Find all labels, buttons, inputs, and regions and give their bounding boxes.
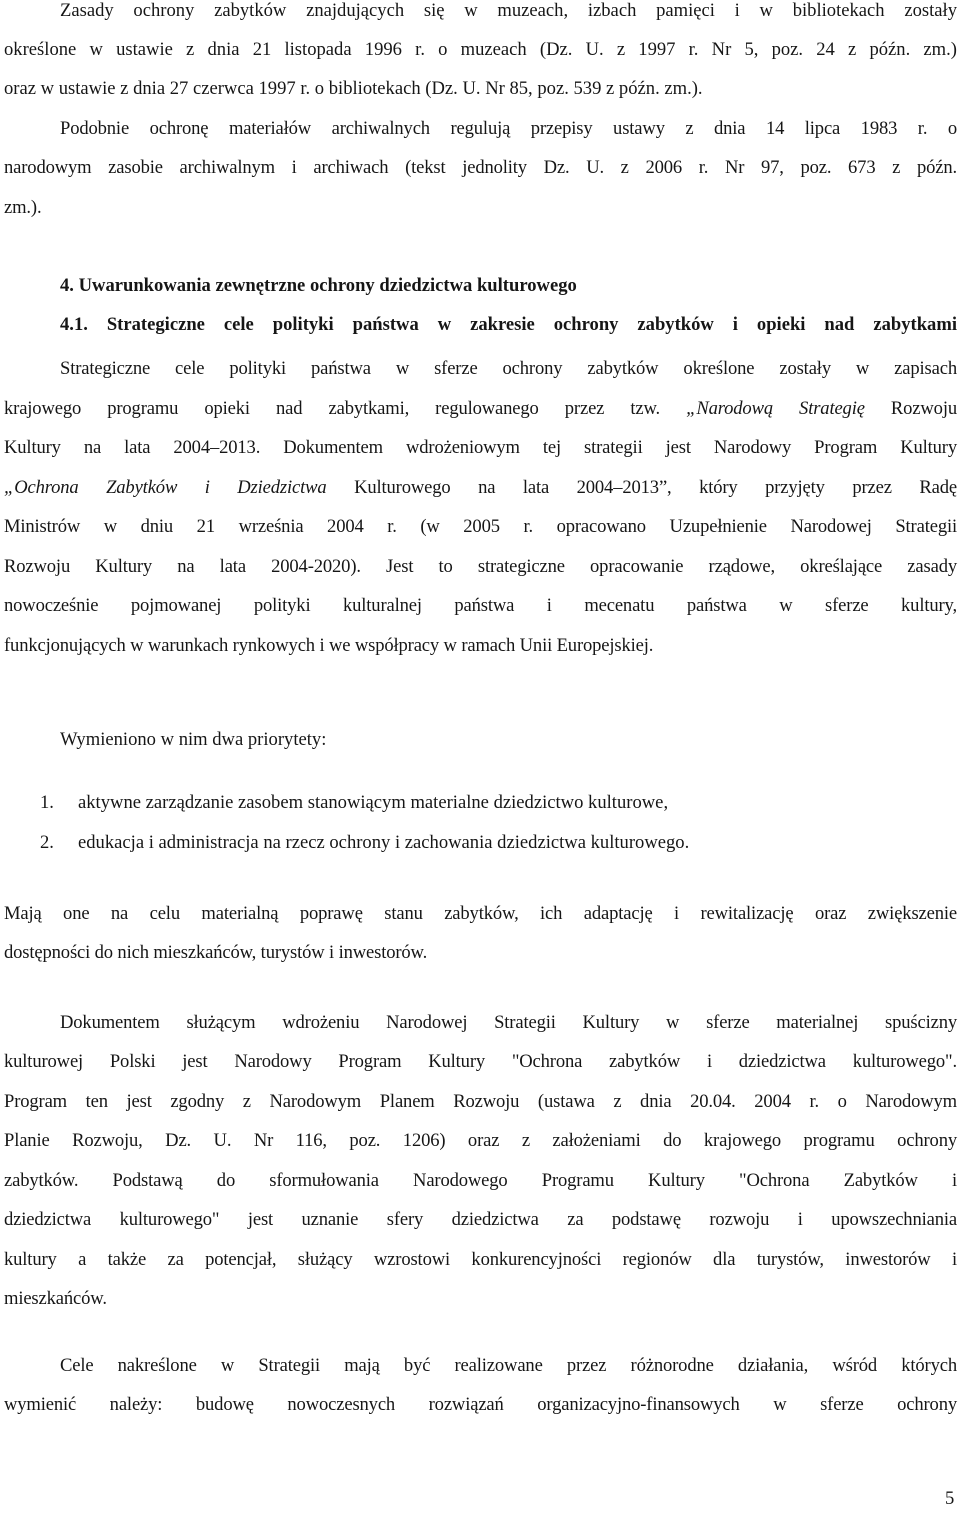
text-line: mieszkańców. xyxy=(4,1288,107,1309)
text-line: Rozwoju Kultury na lata 2004-2020). xyxy=(4,556,387,577)
text-line: Kultury na lata 2004–2013. xyxy=(4,437,284,458)
intro-line xyxy=(4,148,957,187)
text-line: Strategiczne cele polityki państwa w sferze ochrony zabytków określone zostały w zapisach xyxy=(60,358,957,379)
intro-line xyxy=(4,0,957,30)
text-line: Jest to strategiczne opracowanie rządowe, określające zasady xyxy=(386,556,957,577)
text-line: funkcjonujących w warunkach rynkowych i we współpracy w ramach Unii Europejskiej. xyxy=(4,635,654,656)
list-item xyxy=(40,831,689,855)
text-line: Dokumentem wdrożeniowym tej strategii jest Narodowy Program Kultury xyxy=(283,437,957,458)
paragraph-line xyxy=(4,1385,957,1424)
text-line: krajowego programu opieki nad zabytkami, regulowanego przez tzw. xyxy=(4,398,687,419)
paragraph-line xyxy=(4,1003,957,1042)
paragraph-line xyxy=(4,507,957,546)
text-line: Podobnie ochronę materiałów archiwalnych regulują przepisy ustawy z dnia 14 lipca 1983 r. o xyxy=(60,118,957,139)
paragraph-line xyxy=(4,428,957,467)
paragraph-line xyxy=(4,349,957,388)
intro-line xyxy=(4,30,957,69)
text-line: Planie Rozwoju, Dz. U. Nr 116, poz. 1206) oraz z założeniami do krajowego programu ochrony xyxy=(4,1130,957,1151)
text-line: dostępności do nich mieszkańców, turystów i inwestorów. xyxy=(4,942,428,963)
paragraph-line xyxy=(4,1240,957,1279)
paragraph-line xyxy=(4,389,957,428)
text-line: Program ten jest zgodny z Narodowym Planem Rozwoju (ustawa z dnia 20.04. 2004 r. o Narodowym xyxy=(4,1091,957,1112)
text-line: dziedzictwa kulturowego" jest uznanie sfery dziedzictwa za podstawę rozwoju i upowszechniania xyxy=(4,1209,957,1230)
paragraph-line xyxy=(4,1279,957,1318)
paragraph-line xyxy=(4,586,957,625)
list-item xyxy=(40,791,668,815)
italic-text: „Narodową Strategię xyxy=(686,398,865,419)
text-line: kultury a także za potencjał, służący wzrostowi konkurencyjności regionów dla turystów, inwestorów i xyxy=(4,1249,957,1270)
text-line: Zasady ochrony zabytków znajdujących się w muzeach, izbach pamięci i w bibliotekach zostały xyxy=(60,0,957,21)
section-heading: 4. Uwarunkowania zewnętrzne ochrony dziedzictwa kulturowego xyxy=(60,275,577,296)
intro-line xyxy=(4,69,957,108)
intro-line xyxy=(4,188,957,227)
text-line: Mają one na celu materialną poprawę stanu zabytków, ich adaptację i rewitalizację oraz zwiększenie xyxy=(4,903,957,924)
text-line: ”, który przyjęty przez Radę xyxy=(658,477,957,498)
text-line: wymienić należy: budowę nowoczesnych rozwiązań organizacyjno-finansowych w sferze ochrony xyxy=(4,1394,957,1415)
paragraph-line xyxy=(4,1161,957,1200)
list-text: aktywne zarządzanie zasobem stanowiącym materialne dziedzictwo kulturowe, xyxy=(78,792,669,813)
text-line: określone w ustawie z dnia 21 listopada 1996 r. o muzeach (Dz. U. z 1997 r. Nr 5, poz. 24 z późn. zm.) xyxy=(4,39,957,60)
paragraph-line xyxy=(4,1200,957,1239)
paragraph-line xyxy=(4,1121,957,1160)
paragraph-line xyxy=(4,626,957,665)
paragraph-line xyxy=(4,1042,957,1081)
paragraph-line xyxy=(4,1082,957,1121)
text-line: Dokumentem służącym wdrożeniu Narodowej Strategii Kultury w sferze materialnej spuścizny xyxy=(60,1012,957,1033)
list-text: edukacja i administracja na rzecz ochrony i zachowania dziedzictwa kulturowego. xyxy=(78,832,690,853)
text-line: Rozwoju xyxy=(864,398,957,419)
text-line: Kulturowego na lata 2004–2013 xyxy=(326,477,659,498)
subsection-heading: 4.1. Strategiczne cele polityki państwa w zakresie ochrony zabytków i opieki nad zabytkami xyxy=(60,314,957,335)
italic-text: „Ochrona Zabytków i Dziedzictwa xyxy=(4,477,327,498)
paragraph-line xyxy=(4,894,957,933)
text-line: nowocześnie pojmowanej polityki kulturalnej państwa i mecenatu państwa w sferze kultury, xyxy=(4,595,957,616)
paragraph-line xyxy=(4,1346,957,1385)
paragraph-line xyxy=(4,933,957,972)
list-number: 1. xyxy=(40,792,54,813)
text-line: oraz w ustawie z dnia 27 czerwca 1997 r. o bibliotekach (Dz. U. Nr 85, poz. 539 z późn. zm.). xyxy=(4,78,703,99)
page-number: 5 xyxy=(945,1488,955,1509)
paragraph-line xyxy=(4,468,957,507)
text-line: kulturowej Polski jest Narodowy Program Kultury "Ochrona zabytków i dziedzictwa kulturowego". xyxy=(4,1051,957,1072)
text-line: Ministrów w dniu 21 września 2004 r. (w 2005 r. opracowano Uzupełnienie Narodowej Strategii xyxy=(4,516,957,537)
text-line: Cele nakreślone w Strategii mają być realizowane przez różnorodne działania, wśród których xyxy=(60,1355,957,1376)
paragraph-line xyxy=(4,547,957,586)
text-line: zm.). xyxy=(4,197,42,218)
list-intro: Wymieniono w nim dwa priorytety: xyxy=(60,729,327,750)
intro-line xyxy=(4,109,957,148)
text-line: zabytków. Podstawą do sformułowania Narodowego Programu Kultury "Ochrona Zabytków i xyxy=(4,1170,957,1191)
list-number: 2. xyxy=(40,832,54,853)
text-line: narodowym zasobie archiwalnym i archiwach (tekst jednolity Dz. U. z 2006 r. Nr 97, poz. 673 z późn. xyxy=(4,157,957,178)
